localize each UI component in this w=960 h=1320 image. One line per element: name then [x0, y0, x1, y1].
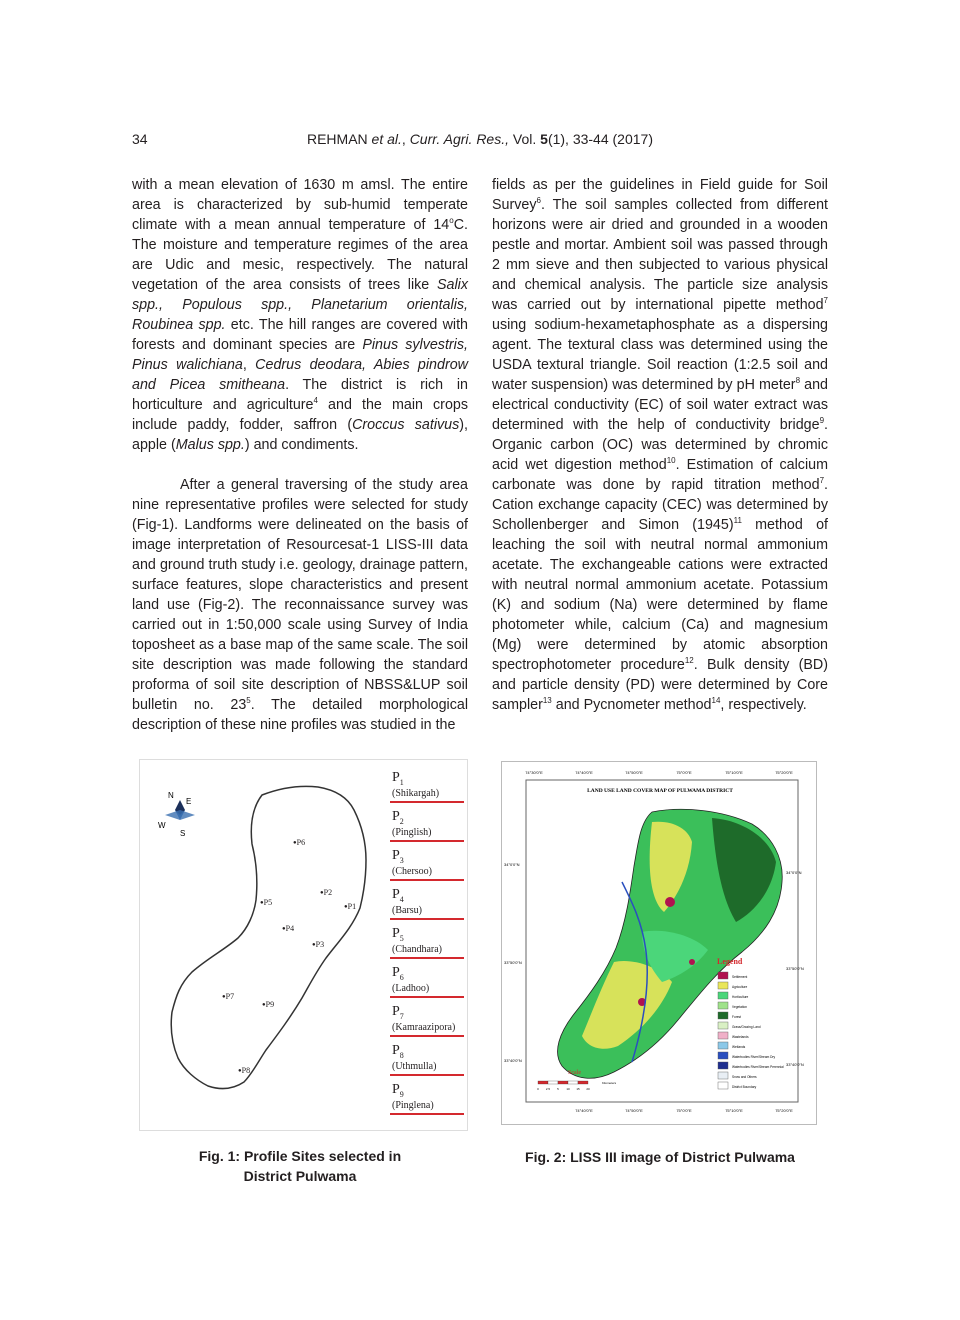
longitude-label-top: 75°0'0"E [676, 770, 692, 775]
left-column [132, 175, 468, 735]
legend-swatch [718, 972, 728, 979]
profile-legend-item [390, 846, 458, 885]
paragraph: with a mean elevation of 1630 m amsl. The entire area is characterized by sub-humid temperate climate with a mean annual temperature of 14$^o$C. The moisture and temperature regimes of the area are Udic and mesic, respectively. The natural vegetation of the area consists of trees like Salix spp., Populous spp., Planetarium orientalis, Roubinea spp. etc. The hill ranges are covered with forests and dominant species are Pinus sylvestris, Pinus walichiana, Cedrus deodara, Abies pindrow and Picea smitheana. The district is rich in horticulture and agriculture$^4$ and the main crops include paddy, fodder, saffron (Croccus sativus), apple (Malus spp.) and condiments. [132, 177, 468, 453]
longitude-label-bottom: 74°40'0"E [575, 1108, 593, 1113]
profile-legend-item [390, 1002, 458, 1041]
legend-label: Waterbodies River/Stream Dry [732, 1055, 776, 1059]
latitude-label-right: 33°40'0"N [786, 1062, 804, 1067]
scale-tick-label: 10 [566, 1087, 570, 1091]
profile-underline [390, 801, 464, 803]
scale-bar-segment [568, 1081, 578, 1084]
longitude-label-bottom: 74°50'0"E [625, 1108, 643, 1113]
legend-label: Snow and Others [732, 1075, 757, 1079]
compass-n: N [168, 791, 174, 800]
legend-label: Vegetation [732, 1005, 748, 1009]
scale-tick-label: 15 [576, 1087, 580, 1091]
longitude-label-top: 75°10'0"E [725, 770, 743, 775]
profile-site-marker: ● P2 [320, 888, 332, 897]
profile-underline [390, 840, 464, 842]
profile-id: $P_5$ [392, 926, 404, 943]
scale-label: Scale [568, 1070, 581, 1076]
profile-site-marker: ● P5 [260, 898, 272, 907]
profile-legend-item [390, 768, 458, 807]
profile-underline [390, 879, 464, 881]
profile-id: $P_6$ [392, 965, 404, 982]
legend-swatch [718, 992, 728, 999]
scale-tick-label: 5 [557, 1087, 559, 1091]
paragraph: fields as per the guidelines in Field guide for Soil Survey$^6$. The soil samples collected from different horizons were air dried and grounded in a wooden pestle and mortar. Ambient soil was passed through 2 mm sieve and then subjected to various physical and chemical analysis. The particle size analysis was carried out by international pipette method$^7$ using sodium-hexametaphosphate as a dispersing agent. The textural class was determined using the USDA textural triangle. Soil reaction (1:2.5 soil and water suspension) was determined by pH meter$^8$ and electrical conductivity (EC) of soil water extract was determined with the help of conductivity bridge$^9$. Organic carbon (OC) was determined by chromic acid wet digestion method$^{10}$. Estimation of calcium carbonate was done by rapid titration method$^7$. Cation exchange capacity (CEC) was determined by Schollenberger and Simon $(1945)^{11}$ method of leaching the soil with neutral normal ammonium acetate. The exchangeable cations were extracted with neutral normal ammonium acetate. Potassium (K) and sodium (Na) were determined by flame photometer while, calcium (Ca) and magnesium (Mg) were determined by atomic absorption spectrophotometer procedure$^{12}$. Bulk density (BD) and particle density (PD) were determined by Core sampler$^{13}$ and Pycnometer method$^{14}$, respectively. [492, 177, 828, 713]
land-use-map-image [502, 762, 816, 1124]
longitude-label-top: 75°20'0"E [775, 770, 793, 775]
profile-id: $P_9$ [392, 1082, 404, 1099]
latitude-label-left: 33°40'0"N [504, 1058, 522, 1063]
legend-label: District Boundary [732, 1085, 757, 1089]
profile-id: $P_8$ [392, 1043, 404, 1060]
legend-label: Wetlands [732, 1045, 746, 1049]
profile-underline [390, 1074, 464, 1076]
legend-swatch [718, 1012, 728, 1019]
profile-site-marker: ● P8 [238, 1066, 250, 1075]
legend-title: Legend [717, 957, 743, 966]
latitude-label-right: 33°50'0"N [786, 966, 804, 971]
running-head: REHMAN et al., Curr. Agri. Res., Vol. 5(1), 33-44 (2017) [306, 131, 653, 147]
profile-underline [390, 957, 464, 959]
district-outline-map [140, 760, 390, 1130]
profile-location: (Chersoo) [392, 866, 432, 877]
profile-location: (Barsu) [392, 905, 422, 916]
legend-swatch [718, 1052, 728, 1059]
profile-location: (Uthmulla) [392, 1061, 437, 1072]
profile-site-marker: ● P4 [282, 924, 294, 933]
profile-id: $P_3$ [392, 848, 404, 865]
figure-1-caption: Fig. 1: Profile Sites selected in District Pulwama [198, 1148, 402, 1184]
scale-tick-label: 20 [586, 1087, 590, 1091]
compass-s: S [180, 829, 186, 838]
latitude-label-right: 34°0'0"N [786, 870, 802, 875]
scale-tick-label: 2.5 [545, 1087, 551, 1091]
legend-swatch [718, 1002, 728, 1009]
profile-underline [390, 996, 464, 998]
compass-e: E [186, 797, 192, 806]
longitude-label-top: 74°50'0"E [625, 770, 643, 775]
scale-bar-segment [548, 1081, 558, 1084]
longitude-label-bottom: 75°10'0"E [725, 1108, 743, 1113]
longitude-label-top: 74°40'0"E [575, 770, 593, 775]
page-header [132, 131, 828, 151]
compass-icon [158, 791, 195, 838]
profile-location: (Pinglish) [392, 827, 432, 838]
scale-bar-segment [538, 1081, 548, 1084]
legend-swatch [718, 982, 728, 989]
page-number: 34 [132, 131, 148, 147]
figure-1-profile-map [139, 759, 468, 1131]
legend-label: Agriculture [732, 985, 748, 989]
profile-underline [390, 1113, 464, 1115]
right-column [492, 175, 828, 715]
longitude-label-top: 74°30'0"E [525, 770, 543, 775]
profile-location: (Kamraazipora) [392, 1022, 456, 1033]
latitude-label-left: 33°50'0"N [504, 960, 522, 965]
longitude-label-bottom: 75°0'0"E [676, 1108, 692, 1113]
profile-legend-item [390, 924, 458, 963]
legend-label: Grass/Grazing Land [732, 1025, 761, 1029]
scale-bar-segment [578, 1081, 588, 1084]
profile-site-marker: ● P6 [293, 838, 305, 847]
profile-legend-item [390, 807, 458, 846]
longitude-label-bottom: 75°20'0"E [775, 1108, 793, 1113]
profile-underline [390, 918, 464, 920]
scale-bar-segment [558, 1081, 568, 1084]
profile-underline [390, 1035, 464, 1037]
legend-label: Wastelands [732, 1035, 749, 1039]
profile-location: (Shikargah) [392, 788, 440, 799]
latitude-label-left: 34°0'0"N [504, 862, 520, 867]
profile-site-marker: ● P3 [312, 940, 324, 949]
legend-swatch [718, 1082, 728, 1089]
legend-label: Horticulture [732, 995, 749, 999]
figure-2-liss-map [501, 761, 817, 1125]
profile-id: $P_2$ [392, 809, 404, 826]
compass-w: W [158, 821, 166, 830]
scale-tick-label: 0 [537, 1087, 539, 1091]
profile-location: (Pinglena) [392, 1100, 434, 1111]
profile-legend-item [390, 1080, 458, 1119]
profile-legend-item [390, 963, 458, 1002]
legend-swatch [718, 1022, 728, 1029]
legend-swatch [718, 1042, 728, 1049]
profile-id: $P_1$ [392, 770, 404, 787]
profile-id: $P_7$ [392, 1004, 404, 1021]
legend-swatch [718, 1032, 728, 1039]
profile-location: (Chandhara) [392, 944, 442, 955]
figure-2-caption: Fig. 2: LISS III image of District Pulwama [525, 1149, 795, 1165]
profile-legend-item [390, 1041, 458, 1080]
legend-label: Waterbodies River/Stream Perennial [732, 1065, 784, 1069]
profile-legend [390, 768, 458, 1119]
paragraph: After a general traversing of the study area nine representative profiles were selected for study (Fig-1). Landforms were delineated on the basis of image interpretation of Resourcesat-1 LISS-III data and ground truth study i.e. geology, drainage pattern, surface features, slope characteristics and present land use (Fig-2). The reconnaissance survey was carried out in 1:50,000 scale using Survey of India toposheet as a base map of the same scale. The soil site description was made following the standard proforma of soil site description of NBSS&LUP soil bulletin no. $23^5$. The detailed morphological description of these nine profiles was studied in the [132, 477, 468, 733]
legend-label: Forest [732, 1015, 742, 1019]
legend-swatch [718, 1062, 728, 1069]
profile-id: $P_4$ [392, 887, 404, 904]
scale-unit: Kilometers [602, 1081, 617, 1085]
profile-site-marker: ● P1 [344, 902, 356, 911]
profile-location: (Ladhoo) [392, 983, 430, 994]
profile-site-marker: ● P9 [262, 1000, 274, 1009]
map-title: LAND USE LAND COVER MAP OF PULWAMA DISTRICT [587, 788, 733, 794]
profile-legend-item [390, 885, 458, 924]
legend-label: Settlement [732, 975, 748, 979]
legend-swatch [718, 1072, 728, 1079]
profile-site-marker: ● P7 [222, 992, 234, 1001]
